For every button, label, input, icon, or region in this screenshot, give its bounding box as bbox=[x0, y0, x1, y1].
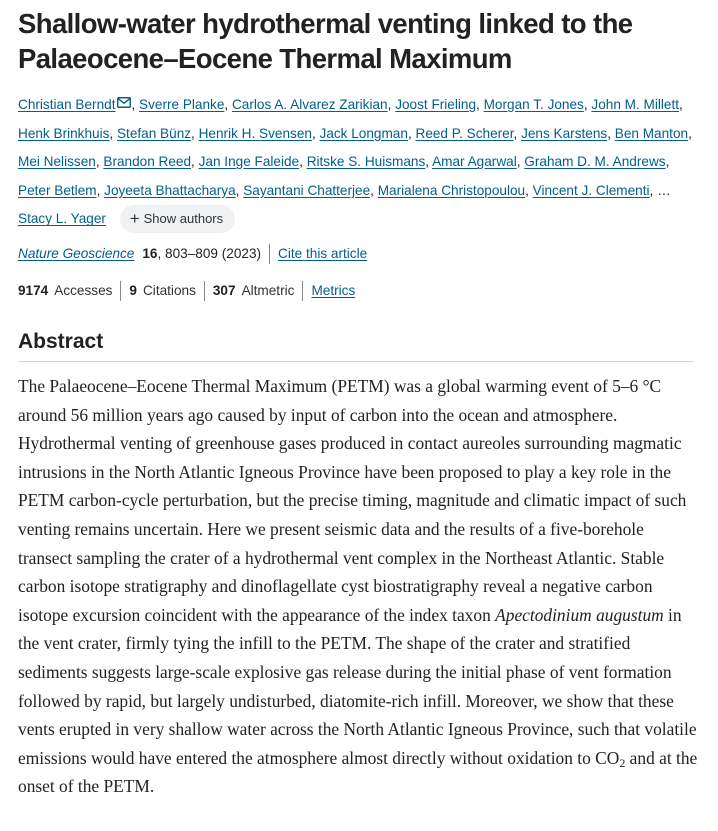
author-link[interactable]: Stacy L. Yager bbox=[18, 211, 106, 227]
altmetric-score: 307 bbox=[212, 283, 236, 299]
author-link[interactable]: Joost Frieling bbox=[395, 97, 477, 112]
author-link[interactable]: Vincent J. Clementi bbox=[532, 182, 650, 198]
email-icon[interactable] bbox=[117, 90, 131, 119]
author-link[interactable]: Reed P. Scherer bbox=[415, 125, 514, 141]
show-authors-button[interactable] bbox=[120, 205, 235, 233]
accesses-label: Accesses bbox=[54, 283, 113, 299]
author-link[interactable]: Graham D. M. Andrews bbox=[524, 154, 666, 170]
author-link[interactable]: Jens Karstens bbox=[521, 125, 608, 141]
author-link[interactable]: Joyeeta Bhattacharya bbox=[104, 182, 236, 198]
author-link[interactable]: Morgan T. Jones bbox=[483, 97, 584, 112]
article-metrics bbox=[18, 281, 718, 301]
divider bbox=[302, 281, 303, 301]
metrics-link[interactable]: Metrics bbox=[311, 283, 356, 299]
author-link[interactable]: Sverre Planke bbox=[139, 97, 225, 112]
author-link[interactable]: Christian Berndt bbox=[18, 97, 116, 112]
abstract-text-part1: The Palaeocene–Eocene Thermal Maximum (PETM) was a global warming event of 5–6 °C around 56 million years ago caused by input of carbon into the ocean and atmosphere. Hydrothermal venting of greenhouse gases produced in contact aureoles surrounding magmatic intrusions in the North Atlantic Igneous Province have been proposed to play a key role in the PETM carbon-cycle perturbation, but the precise timing, magnitude and climatic impact of such venting remains uncertain. Here we present seismic data and the results of a five-borehole transect sampling the crater of a hydrothermal vent complex in the Northeast Atlantic. Stable carbon isotope stratigraphy and dinoflagellate cyst biostratigraphy reveal a negative carbon isotope excursion coincident with the appearance of the index taxon bbox=[18, 375, 687, 625]
author-link[interactable]: Amar Agarwal bbox=[432, 154, 517, 170]
author-link[interactable]: Henk Brinkhuis bbox=[18, 125, 110, 141]
citations-label: Citations bbox=[142, 283, 196, 299]
author-link[interactable]: John M. Millett bbox=[591, 97, 680, 112]
journal-link[interactable]: Nature Geoscience bbox=[18, 245, 135, 261]
accesses-count: 9174 bbox=[18, 283, 49, 299]
journal-pages-year: , 803–809 (2023) bbox=[157, 245, 262, 261]
author-list: Christian Berndt , Sverre Planke, Carlos A. Alvarez Zarikian, Joost Frieling, Morgan T. Jones, John M. Millett, Henk Brinkhuis, Stefan Bünz, Henrik H. Svensen, Jack Longman, Reed P. Scherer, Jens Karstens, Ben Manton, Mei Nelissen, Brandon Reed, Jan Inge Faleide, Ritske S. Huismans, Amar Agarwal, Graham D. M. Andrews, Peter Betlem, Joyeeta Bhattacharya, Sayantani Chatterjee, Marialena Christopoulou, Vincent J. Clementi, … Stacy L. Yager + Show authors bbox=[18, 90, 698, 234]
divider bbox=[120, 281, 121, 301]
author-link[interactable]: Marialena Christopoulou bbox=[377, 182, 526, 198]
author-link[interactable]: Ritske S. Huismans bbox=[306, 154, 426, 170]
article-title: Shallow-water hydrothermal venting linked to the Palaeocene–Eocene Thermal Maximum bbox=[18, 8, 633, 74]
divider bbox=[204, 281, 205, 301]
author-link[interactable]: Stefan Bünz bbox=[116, 125, 192, 141]
citations-count: 9 bbox=[129, 283, 137, 299]
show-authors-label: Show authors bbox=[143, 211, 224, 227]
author-link[interactable]: Carlos A. Alvarez Zarikian bbox=[231, 97, 388, 112]
author-link[interactable]: Peter Betlem bbox=[18, 182, 97, 198]
abstract-body bbox=[18, 372, 700, 801]
author-link[interactable]: Jack Longman bbox=[319, 125, 408, 141]
journal-volume: 16 bbox=[142, 245, 158, 261]
author-link[interactable]: Brandon Reed bbox=[103, 154, 192, 170]
author-link[interactable]: Sayantani Chatterjee bbox=[243, 182, 371, 198]
co2-formula: $CO_2$ bbox=[595, 747, 626, 770]
cite-article-link[interactable]: Cite this article bbox=[278, 245, 368, 261]
abstract-heading: Abstract bbox=[18, 329, 694, 362]
author-link[interactable]: Henrik H. Svensen bbox=[198, 125, 312, 141]
abstract-text-part2: in the vent crater, firmly tying the infill to the PETM. The shape of the crater and stratified sediments suggests large-scale explosive gas release during the initial phase of vent formation followed by rapid, but largely undisturbed, diatomite-rich infill. Moreover, we show that these vents erupted in very shallow water across the North Atlantic Igneous Province, such that volatile emissions would have entered the atmosphere almost directly without oxidation to bbox=[18, 604, 697, 768]
author-link[interactable]: Mei Nelissen bbox=[18, 154, 96, 170]
author-link[interactable]: Ben Manton bbox=[614, 125, 689, 141]
author-link[interactable]: Jan Inge Faleide bbox=[198, 154, 300, 170]
altmetric-label: Altmetric bbox=[241, 283, 295, 299]
citation-line bbox=[18, 244, 718, 264]
taxon-name: Apectodinium augustum bbox=[495, 604, 664, 625]
divider bbox=[269, 244, 270, 264]
plus-icon: + bbox=[129, 209, 140, 229]
abstract-text-part3: and at the onset of the PETM. bbox=[18, 747, 698, 797]
author-ellipsis: … bbox=[657, 182, 671, 198]
